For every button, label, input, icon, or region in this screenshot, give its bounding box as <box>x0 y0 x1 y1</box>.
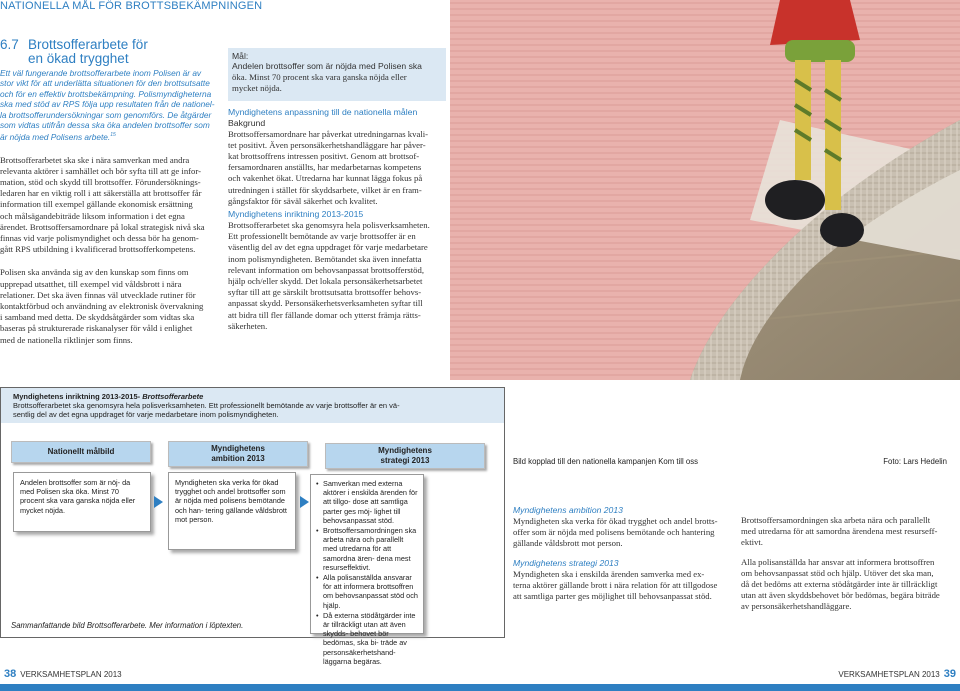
heading-background: Bakgrund <box>228 117 266 128</box>
photo-caption: Bild kopplad till den nationella kampanjen Kom till oss <box>513 457 699 466</box>
goal-label: Mål: <box>232 51 249 61</box>
page-number-right: VERKSAMHETSPLAN 2013 39 <box>838 668 956 680</box>
goal-line: Andelen brottsoffer som är nöjda med Polisen ska <box>232 61 422 71</box>
summary-strip-title: Myndighetens inriktning 2013-2015- Brottsofferarbete <box>13 392 204 401</box>
footer-bar <box>0 684 960 691</box>
heading-direction: Myndighetens inriktning 2013-2015 <box>228 209 364 220</box>
card-ambition: Myndigheten ska verka för ökad trygghet och andel brottsoffer som är nöjda med polisens bemötande och han- tering gällande våldsbrott mot person. <box>168 472 296 550</box>
summary-strip-line: sentlig del av det egna uppdraget för varje medarbetare inom polismyndigheten. <box>13 410 279 419</box>
mid-paragraph-1: Brottsoffersamordnare har påverkat utredningarnas kvali- tet positivt. Även personsäkerhetshandläggare har påver- kat brottsoffrens intressen positivt. Genom att brottsof- fersamordnaren anställts, har medarbetarnas kompetens och vakenhet ökat. Utredarna har kunnat lägga fokus på utredningen i stället för skyddsarbete, vilket är en fram- gångsfaktor för säväl säkerhet och kvalitet. <box>228 128 429 206</box>
summary-strip-line: Brottsofferarbetet ska genomsyra hela polisverksamheten. Ett professionellt bemötande av varje brottsoffer är en vä- <box>13 401 400 410</box>
card-national-goal: Andelen brottsoffer som är nöj- da med Polisen ska öka. Minst 70 procent ska vara ganska nöjda eller mycket nöjda. <box>13 472 151 532</box>
lead-line: Ett väl fungerande brottsofferarbete inom Polisen är av <box>0 68 202 78</box>
goal-line: mycket nöjda. <box>232 83 282 94</box>
right-lower-column-a <box>513 505 731 602</box>
heading-strategy-2013: Myndighetens strategi 2013 <box>513 557 619 568</box>
summary-figure <box>0 387 505 666</box>
footer-label-right: VERKSAMHETSPLAN 2013 <box>838 670 940 679</box>
arrow-right-icon <box>154 496 163 508</box>
campaign-photo <box>450 0 960 380</box>
paragraph-1: Brottsofferarbetet ska ske i nära samverkan med andra relevanta aktörer i samhället och bör syfta till att ge infor- mation, stöd och skydd till brottsoffer. Förundersöknings- ledaren har en viktig roll i att säkerställa att brottsoffer får information till exempel gällande ekonomisk ersättning och målsägandebiträde liksom information i det egna ärendet. Brottsoffersamordnare på lokal strategisk nivå ska finnas vid varje polismyndighet och dessa bör ha genom- gått RPS utbildning i kvalificerad brottsofferkompetens. <box>0 154 205 255</box>
strategy-item: • Då externa stödåtgärder inte är tillräckligt utan att även skydds- behovet bör bedömas, ska bi- träde av personsäkerhetshand- läggarna begäras. <box>316 611 418 666</box>
section-number: 6.7 <box>0 37 19 52</box>
photo-illustration <box>450 0 960 380</box>
lead-line: stor vikt för att underlätta situationen för den brottsutsatte <box>0 78 210 89</box>
lead-line: som vidtas utifrån dessa ska öka andelen brottsoffer som <box>0 120 210 131</box>
heading-ambition-2013: Myndighetens ambition 2013 <box>513 505 623 515</box>
section-title-line1: Brottsofferarbete för <box>28 37 148 52</box>
card-strategy <box>310 474 424 666</box>
head-ambition: Myndighetens ambition 2013 <box>168 441 308 467</box>
lead-line: ska med stöd av RPS följa upp resultaten från de nationel- <box>0 99 215 110</box>
strategy-item: • Alla polisanställda ansvarar för att informera brottsoffren om behovsanpassat stöd och hjälp. <box>316 573 418 610</box>
responsibility-paragraph: Alla polisanställda har ansvar att informera brottsoffren om behovsanpassat stöd och hjälp. Utöver det ska man, då det bedöms att externa stödåtgärder inte är tillräckligt utan att även skyddsbehovet bör bedömas, begära biträde av personsäkerhetshandläggare. <box>741 556 940 612</box>
mid-paragraph-2: Brottsofferarbetet ska genomsyra hela polisverksamheten. Ett professionellt bemötande av varje brottsoffer är en väsentlig del av det egna uppdraget för varje medarbetare inom polismyndigheten. Bemötandet ska även innefatta relevant information om behovsanpassat brottsofferstöd, hjälp och/eller skydd. Det lokala personsäkerhetsarbetet syftar till att ge särskilt brottsutsatta brottsoffer behovs- anpassat skydd. Personsäkerhetsverksamheten syftar till att bidra till fler fällande domar och ytterst främja rätts- säkerheten. <box>228 220 430 331</box>
goal-line: öka. Minst 70 procent ska vara ganska nöjda eller <box>232 72 407 83</box>
arrow-right-icon <box>300 496 309 508</box>
ambition-paragraph: Myndigheten ska verka för ökad trygghet och andel brotts- offer som är nöjda med polisens bemötande och hantering gällande våldsbrott mot person. <box>513 516 718 549</box>
right-lower-column-b <box>741 515 954 613</box>
section-title <box>0 38 222 66</box>
strategy-item: • Samverkan med externa aktörer i enskilda ärenden för att tillgo- dose att samtliga parter ges möj- lighet till behovsanpassat stöd. <box>316 479 418 525</box>
summary-caption: Sammanfattande bild Brottsofferarbete. Mer information i löptexten. <box>11 621 244 630</box>
paragraph-2: Polisen ska använda sig av den kunskap som finns om upprepad utsatthet, till exempel vid våldsbrott i nära relationer. Det ska även finnas väl utvecklade rutiner för kontaktförbud och användning av elektronisk övervakning i samband med detta. De skyddsåtgärder som vidtas ska baseras på strukturerade riskanalyser för våld i enlighet med de nationella riktlinjer som finns. <box>0 267 204 345</box>
photo-credit: Foto: Lars Hedelin <box>883 457 947 466</box>
left-column <box>0 38 222 346</box>
footnote-marker: 15 <box>110 132 116 139</box>
section-title-line2: en ökad trygghet <box>28 51 129 66</box>
running-header: NATIONELLA MÅL FÖR BROTTSBEKÄMPNINGEN <box>0 0 263 12</box>
section-lead <box>0 68 222 143</box>
middle-column <box>228 48 446 332</box>
summary-strip <box>1 388 504 423</box>
footer-label-left: VERKSAMHETSPLAN 2013 <box>20 670 122 679</box>
heading-adaptation: Myndighetens anpassning till de nationella målen <box>228 106 418 117</box>
strategy-paragraph: Myndigheten ska i enskilda ärenden samverka med ex- terna aktörer gällande brott i nära relation för att tillgodose att samtliga parter ges möjlighet till behovsanpassat stöd. <box>513 568 718 602</box>
page-number-left: 38 VERKSAMHETSPLAN 2013 <box>4 668 122 680</box>
head-national-goal: Nationellt målbild <box>11 441 151 463</box>
lead-line: och för en effektiv brottsbekämpning. Polismyndigheterna <box>0 88 212 99</box>
head-strategy: Myndighetens strategi 2013 <box>325 443 485 469</box>
strategy-item: • Brottsoffersamordningen ska arbeta nära och parallellt med utredarna för att samordna ären- dena mest resurseffektivt. <box>316 526 418 572</box>
goal-box <box>228 48 446 101</box>
lead-line: la brottsofferundersökningar som genomförs. De åtgärder <box>0 109 212 120</box>
coordination-paragraph: Brottsoffersamordningen ska arbeta nära och parallellt med utredarna för att samordna ärendena mest resurseff- ektivt. <box>741 515 938 548</box>
lead-line: är nöjda med Polisens arbete.$^{15}$ <box>0 132 116 143</box>
